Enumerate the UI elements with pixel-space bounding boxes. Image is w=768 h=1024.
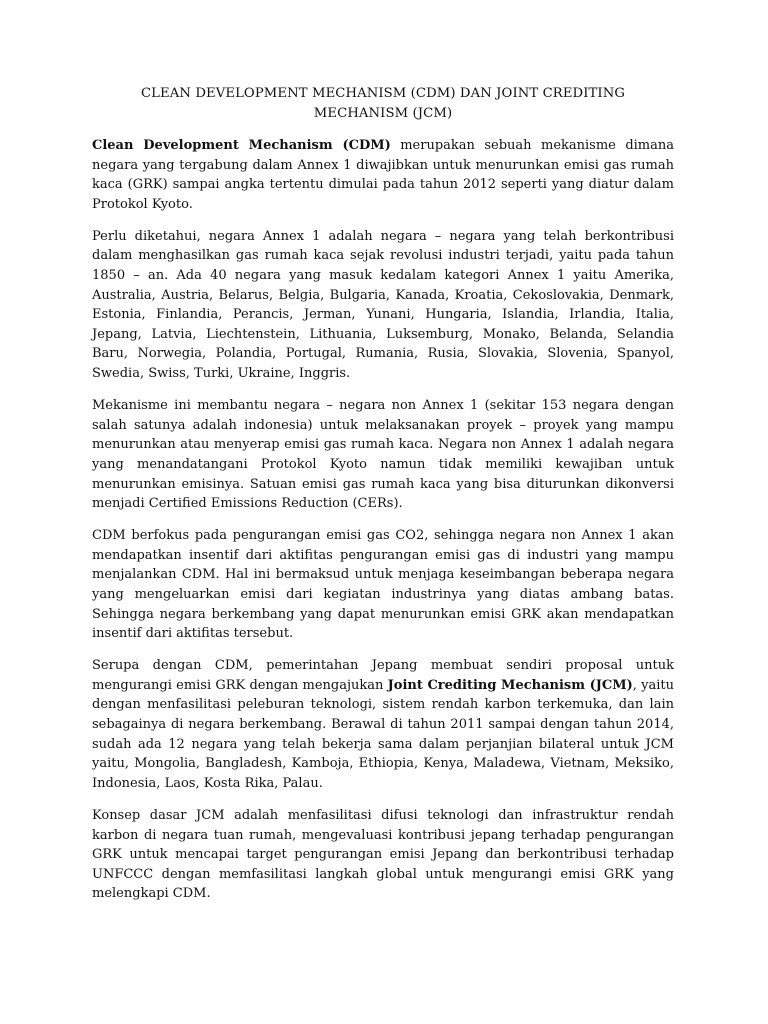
paragraph-text: , yaitu dengan menfasilitasi peleburan teknologi, sistem rendah karbon terkemuka, dan lain sebagainya di negara berkembang. Berawal di tahun 2011 sampai dengan tahun 2014, sudah ada 12 negara yang telah bekerja sama dalam perjanjian bilateral untuk JCM yaitu, Mongolia, Bangladesh, Kamboja, Ethiopia, Kenya, Maladewa, Vietnam, Meksiko, Indonesia, Laos, Kosta Rika, Palau. xyxy=(92,677,674,791)
paragraph-text: merupakan sebuah mekanisme dimana negara yang tergabung dalam Annex 1 diwajibkan untuk menurunkan emisi gas rumah kaca (GRK) sampai angka tertentu dimulai pada tahun 2012 seperti yang diatur dalam Protokol Kyoto. xyxy=(92,138,674,212)
paragraph-mechanism: Mekanisme ini membantu negara – negara non Annex 1 (sekitar 153 negara dengan salah satunya adalah indonesia) untuk melaksanakan proyek – proyek yang mampu menurunkan atau menyerap emisi gas rumah kaca. Negara non Annex 1 adalah negara yang menandatangani Protokol Kyoto namun tidak memiliki kewajiban untuk menurunkan emisinya. Satuan emisi gas rumah kaca yang bisa diturunkan dikonversi menjadi Certified Emissions Reduction (CERs). xyxy=(92,398,674,512)
term-jcm: Joint Crediting Mechanism (JCM) xyxy=(387,677,633,693)
term-cdm: Clean Development Mechanism (CDM) xyxy=(92,138,391,153)
paragraph-annex-1: Perlu diketahui, negara Annex 1 adalah negara – negara yang telah berkontribusi dalam menghasilkan gas rumah kaca sejak revolusi industri terjadi, yaitu pada tahun 1850 – an. Ada 40 negara yang masuk kedalam kategori Annex 1 yaitu Amerika, Australia, Austria, Belarus, Belgia, Bulgaria, Kanada, Kroatia, Cekoslovakia, Denmark, Estonia, Finlandia, Perancis, Jerman, Yunani, Hungaria, Islandia, Irlandia, Italia, Jepang, Latvia, Liechtenstein, Lithuania, Luksemburg, Monako, Belanda, Selandia Baru, Norwegia, Polandia, Portugal, Rumania, Rusia, Slovakia, Slovenia, Spanyol, Swedia, Swiss, Turki, Ukraine, Inggris. xyxy=(92,228,674,382)
document-title: CLEAN DEVELOPMENT MECHANISM (CDM) DAN JOINT CREDITING MECHANISM (JCM) xyxy=(140,86,626,121)
paragraph-jcm xyxy=(92,656,674,793)
paragraph-cdm-definition xyxy=(92,136,674,214)
paragraph-jcm-concept: Konsep dasar JCM adalah menfasilitasi difusi teknologi dan infrastruktur rendah karbon di negara tuan rumah, mengevaluasi kontribusi jepang terhadap pengurangan GRK untuk mencapai target pengurangan emisi Jepang dan berkontribusi terhadap UNFCCC dengan memfasilitasi langkah global untuk mengurangi emisi GRK yang melengkapi CDM. xyxy=(92,807,674,902)
paragraph-text: Serupa dengan CDM, pemerintahan Jepang membuat sendiri proposal untuk mengurangi emisi GRK dengan mengajukan xyxy=(92,658,674,693)
paragraph-cdm-focus: CDM berfokus pada pengurangan emisi gas CO2, sehingga negara non Annex 1 akan mendapatkan insentif dari aktifitas pengurangan emisi gas di industri yang mampu menjalankan CDM. Hal ini bermaksud untuk menjaga keseimbangan beberapa negara yang mengeluarkan emisi dari kegiatan industrinya yang diatas ambang batas. Sehingga negara berkembang yang dapat menurunkan emisi GRK akan mendapatkan insentif dari aktifitas tersebut. xyxy=(92,528,674,642)
document-page xyxy=(92,84,674,916)
